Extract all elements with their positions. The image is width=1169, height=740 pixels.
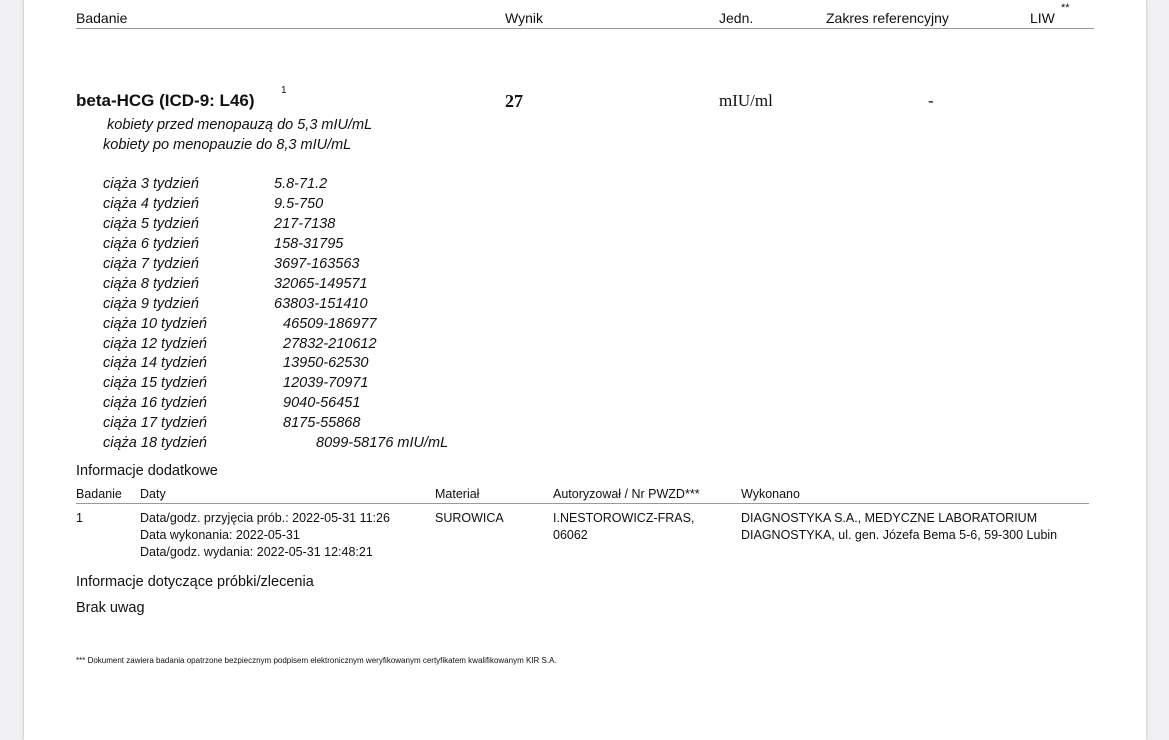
info-row-num: 1: [76, 511, 83, 525]
info-date-received: Data/godz. przyjęcia prób.: 2022-05-31 11:26: [140, 511, 390, 525]
header-badanie: Badanie: [76, 10, 128, 26]
pregnancy-range: 12039-70971: [283, 375, 369, 391]
pregnancy-range: 32065-149571: [274, 276, 368, 292]
pregnancy-week: ciąża 12 tydzień: [103, 336, 207, 352]
pregnancy-range: 5.8-71.2: [274, 176, 328, 192]
pregnancy-range: 158-31795: [274, 236, 344, 252]
info-lab-line-2: DIAGNOSTYKA, ul. gen. Józefa Bema 5-6, 59-300 Lubin: [741, 528, 1058, 542]
header-liw: LIW: [1030, 10, 1055, 26]
pregnancy-week: ciąża 15 tydzień: [103, 375, 207, 391]
note-line-2: kobiety po menopauzie do 8,3 mIU/mL: [103, 137, 352, 153]
pregnancy-range: 46509-186977: [283, 316, 377, 332]
pregnancy-week: ciąża 18 tydzień: [103, 435, 207, 451]
pregnancy-range: 27832-210612: [283, 336, 377, 352]
header-divider: [76, 28, 1094, 29]
test-unit: mIU/ml: [719, 91, 773, 110]
pregnancy-week: ciąża 3 tydzień: [103, 176, 199, 192]
sample-info-title: Informacje dotyczące próbki/zlecenia: [76, 574, 314, 590]
info-material: SUROWICA: [435, 511, 504, 525]
info-autor-number: 06062: [553, 528, 588, 542]
test-range: -: [928, 91, 934, 110]
pregnancy-week: ciąża 8 tydzień: [103, 276, 199, 292]
info-autor-name: I.NESTOROWICZ-FRAS,: [553, 511, 695, 525]
pregnancy-week: ciąża 10 tydzień: [103, 316, 207, 332]
pregnancy-range: 9040-56451: [283, 395, 361, 411]
info-lab-line-1: DIAGNOSTYKA S.A., MEDYCZNE LABORATORIUM: [741, 511, 1038, 525]
note-line-1: kobiety przed menopauzą do 5,3 mIU/mL: [107, 117, 373, 133]
info-date-issued: Data/godz. wydania: 2022-05-31 12:48:21: [140, 545, 373, 559]
remarks: Brak uwag: [76, 600, 145, 616]
test-footnote-mark: 1: [281, 85, 287, 96]
info-divider: [76, 503, 1089, 504]
pregnancy-range: 3697-163563: [274, 256, 360, 272]
pregnancy-range: 63803-151410: [274, 296, 368, 312]
info-col-daty: Daty: [140, 487, 166, 501]
test-result: 27: [505, 91, 523, 111]
header-liw-mark: **: [1061, 2, 1070, 14]
pregnancy-range: 8099-58176 mIU/mL: [316, 435, 449, 451]
info-col-material: Materiał: [435, 487, 480, 501]
pregnancy-week: ciąża 6 tydzień: [103, 236, 199, 252]
header-wynik: Wynik: [505, 10, 543, 26]
pregnancy-range: 9.5-750: [274, 196, 324, 212]
signature-footnote: *** Dokument zawiera badania opatrzone bezpiecznym podpisem elektronicznym weryfikowanym certyfikatem kwalifikowanym KIR S.A.: [76, 656, 557, 665]
pregnancy-week: ciąża 4 tydzień: [103, 196, 199, 212]
pregnancy-week: ciąża 16 tydzień: [103, 395, 207, 411]
pregnancy-week: ciąża 9 tydzień: [103, 296, 199, 312]
pregnancy-range: 13950-62530: [283, 355, 369, 371]
info-col-badanie: Badanie: [76, 487, 122, 501]
info-date-performed: Data wykonania: 2022-05-31: [140, 528, 300, 542]
pregnancy-range: 217-7138: [274, 216, 336, 232]
info-title: Informacje dodatkowe: [76, 463, 218, 479]
pregnancy-week: ciąża 7 tydzień: [103, 256, 199, 272]
info-col-autor: Autoryzował / Nr PWZD***: [553, 487, 700, 501]
header-jedn: Jedn.: [719, 10, 754, 26]
pregnancy-range: 8175-55868: [283, 415, 361, 431]
header-zakres: Zakres referencyjny: [826, 10, 949, 26]
pregnancy-week: ciąża 5 tydzień: [103, 216, 199, 232]
pregnancy-week: ciąża 17 tydzień: [103, 415, 207, 431]
info-col-wykonano: Wykonano: [741, 487, 800, 501]
pregnancy-week: ciąża 14 tydzień: [103, 355, 207, 371]
test-name: beta-HCG (ICD-9: L46): [76, 91, 255, 110]
